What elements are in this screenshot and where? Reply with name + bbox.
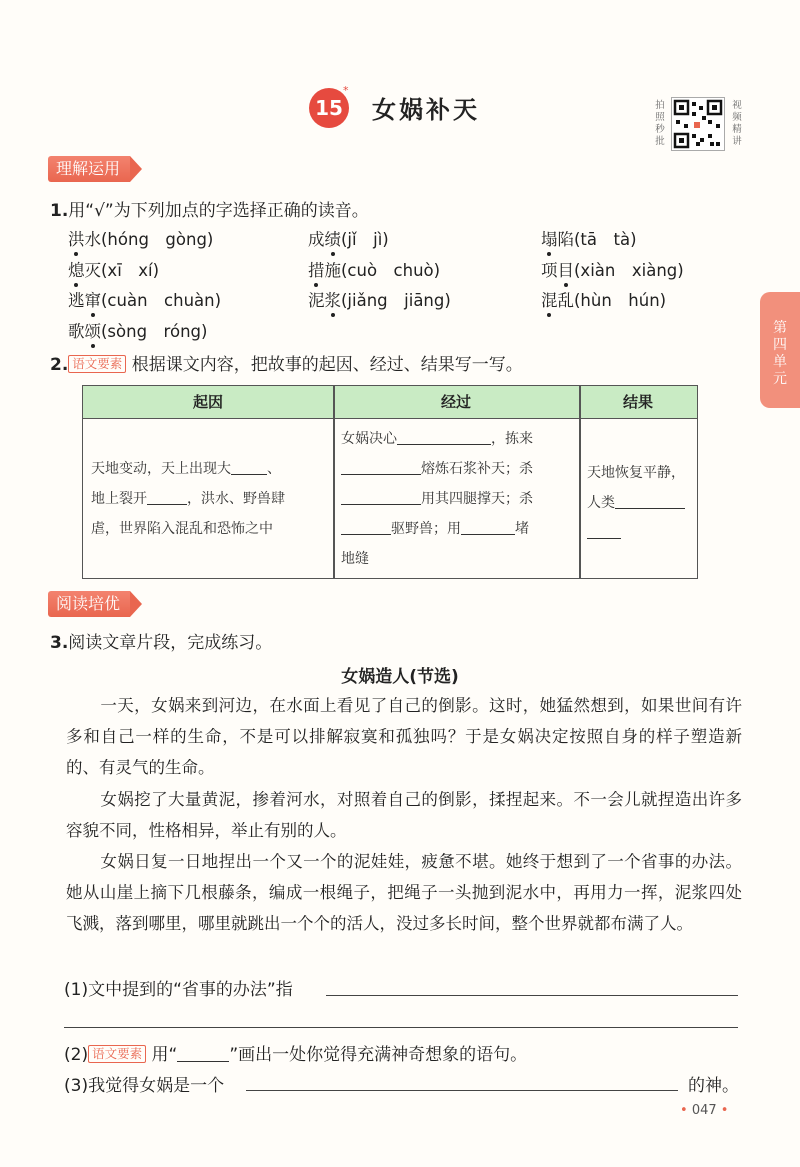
subquestion-1: (1)文中提到的“省事的办法”指 xyxy=(64,980,293,1000)
question-3-number: 3. xyxy=(50,633,69,653)
question-2 xyxy=(50,350,523,375)
qr-code-graphic xyxy=(672,98,724,150)
process-cell[interactable]: 女娲决心 ，拣来 熔炼石浆补天；杀 用其四腿撑天；杀 驱野兽；用 堵 地缝 xyxy=(341,424,577,574)
question-2-prompt: 根据课文内容，把故事的起因、经过、结果写一写。 xyxy=(131,355,523,375)
pinyin-item[interactable]: 洪水(hóng gòng) xyxy=(68,230,214,249)
passage-title: 女娲造人(节选) xyxy=(341,667,459,687)
question-3-prompt: 阅读文章片段，完成练习。 xyxy=(68,633,273,653)
table-header-cause: 起因 xyxy=(192,393,223,411)
pinyin-item[interactable]: 措施(cuò chuò) xyxy=(308,261,441,280)
result-cell[interactable]: 天地恢复平静， 人类 xyxy=(587,458,695,548)
page-number: • 047 • xyxy=(680,1103,729,1118)
table-header-process: 经过 xyxy=(440,393,471,411)
pinyin-item[interactable]: 泥浆(jiǎng jiāng) xyxy=(308,291,451,310)
question-1-prompt: 用“√”为下列加点的字选择正确的读音。 xyxy=(68,201,369,221)
passage-paragraph: 女娲挖了大量黄泥，掺着河水，对照着自己的倒影，揉捏起来。不一会儿就捏造出许多容貌不同，性格相异，举止有别的人。 xyxy=(66,790,742,840)
subquestion-3-suffix: 的神。 xyxy=(688,1076,739,1096)
unit-side-tab-label: 第四单元 xyxy=(773,320,787,387)
answer-line-3[interactable] xyxy=(246,1090,678,1091)
language-element-tag-2: 语文要素 xyxy=(88,1045,146,1063)
subquestion-2: (2) 语文要素 用“ ”画出一处你觉得充满神奇想象的语句。 xyxy=(64,1045,528,1065)
cause-cell[interactable]: 天地变动，天上出现大 、 地上裂开 ，洪水、野兽肆 虐，世界陷入混乱和恐怖之中 xyxy=(91,454,329,544)
answer-line-1b[interactable] xyxy=(64,1027,738,1028)
question-1-number: 1. xyxy=(50,201,69,221)
qr-code-icon[interactable] xyxy=(671,97,725,151)
question-2-number: 2. xyxy=(50,355,69,375)
passage-paragraph: 女娲日复一日地捏出一个又一个的泥娃娃，疲惫不堪。她终于想到了一个省事的办法。她从山崖上摘下几根藤条，编成一根绳子，把绳子一头抛到泥水中，再用力一挥，泥浆四处飞溅，落到哪里，哪里就跳出一个个的活人，没过多长时间，整个世界就都布满了人。 xyxy=(66,852,742,933)
section-reading: 阅读培优 xyxy=(48,591,130,617)
lesson-title: 女娲补天 xyxy=(372,96,480,124)
pinyin-item[interactable]: 逃窜(cuàn chuàn) xyxy=(68,291,222,310)
table-header-result: 结果 xyxy=(622,393,653,411)
pinyin-item[interactable]: 混乱(hùn hún) xyxy=(541,291,667,310)
section-understand-apply: 理解运用 xyxy=(48,156,130,182)
pinyin-item[interactable]: 歌颂(sòng róng) xyxy=(68,322,208,341)
subquestion-3-prompt: (3)我觉得女娲是一个 xyxy=(64,1076,225,1096)
pinyin-item[interactable]: 项目(xiàn xiàng) xyxy=(541,261,684,280)
question-1 xyxy=(50,196,369,221)
unit-side-tab xyxy=(760,292,800,408)
answer-line-1[interactable] xyxy=(326,995,738,996)
lesson-number-badge: 15 xyxy=(309,88,349,128)
passage-paragraph: 一天，女娲来到河边，在水面上看见了自己的倒影。这时，她猛然想到，如果世间有许多和自己一样的生命，不是可以排解寂寞和孤独吗？于是女娲决定按照自身的样子塑造新的、有灵气的生命。 xyxy=(66,696,742,777)
qr-left-text: 拍照秒批 xyxy=(655,100,665,147)
language-element-tag: 语文要素 xyxy=(68,355,126,373)
qr-right-text: 视频精讲 xyxy=(732,100,742,147)
story-table xyxy=(82,385,698,579)
lesson-star: * xyxy=(343,84,349,97)
question-3 xyxy=(50,628,272,653)
pinyin-item[interactable]: 塌陷(tā tà) xyxy=(541,230,637,249)
pinyin-item[interactable]: 熄灭(xī xí) xyxy=(68,261,160,280)
pinyin-item[interactable]: 成绩(jǐ jì) xyxy=(308,230,389,249)
